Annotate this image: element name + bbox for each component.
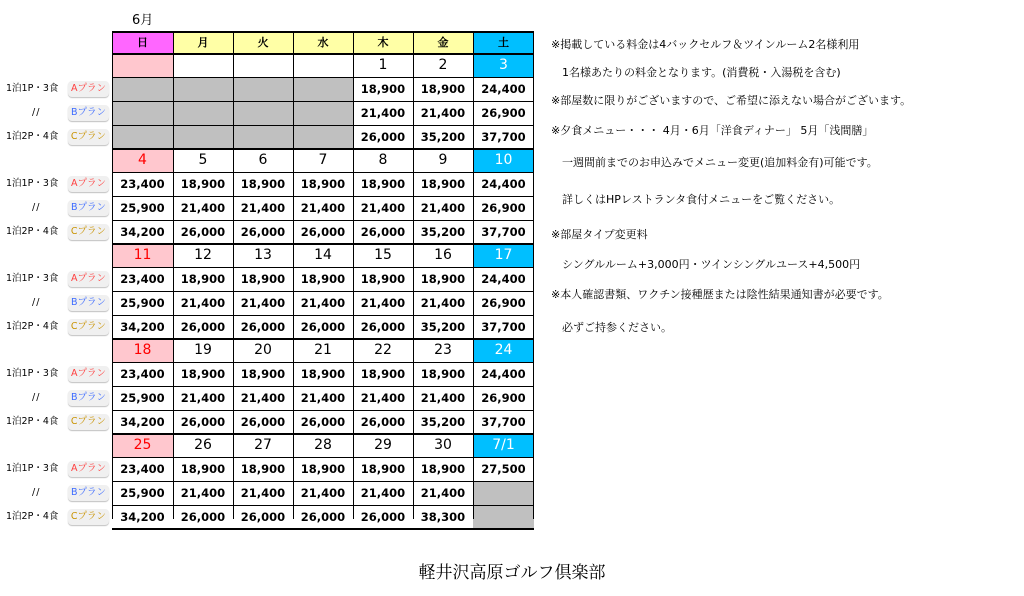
- price-cell: 37,700: [481, 225, 526, 239]
- note-line: 必ずご持参ください。: [551, 321, 672, 334]
- price-cell: 25,900: [120, 486, 165, 500]
- grid-line: [112, 505, 534, 506]
- unavailable-cell: [473, 481, 534, 505]
- plan-row-label: [0, 362, 112, 386]
- date-cell: 5: [198, 152, 208, 168]
- price-cell: 21,400: [180, 391, 226, 405]
- note-line: ※部屋タイプ変更料: [551, 228, 648, 241]
- price-cell: 26,900: [481, 296, 526, 310]
- date-cell: 30: [434, 437, 452, 453]
- month-title: 6月: [132, 13, 154, 28]
- date-cell: 1: [378, 57, 388, 73]
- price-cell: 18,900: [420, 462, 466, 476]
- price-cell: 34,200: [120, 225, 165, 239]
- weekday-header: 木: [353, 32, 413, 54]
- grid-line: [112, 410, 534, 411]
- price-cell: 26,000: [300, 320, 346, 334]
- row-label-text: //: [32, 487, 41, 498]
- price-cell: 21,400: [240, 391, 286, 405]
- unavailable-cell: [473, 505, 534, 529]
- row-label-text: 1泊1P・3食: [6, 83, 59, 94]
- plan-row-label: [0, 267, 112, 291]
- date-cell: 24: [473, 339, 534, 362]
- price-cell: 26,000: [360, 415, 406, 429]
- plan-row-label: [0, 291, 112, 315]
- price-cell: 21,400: [360, 296, 406, 310]
- note-line: ※本人確認書類、ワクチン接種歴または陰性結果通知書が必要です。: [551, 288, 889, 301]
- price-cell: 35,200: [420, 415, 466, 429]
- price-cell: 26,000: [300, 510, 346, 524]
- price-cell: 18,900: [420, 82, 466, 96]
- row-label-text: 1泊2P・4食: [6, 131, 59, 142]
- note-line: ※部屋数に限りがございますので、ご希望に添えない場合がございます。: [551, 94, 912, 107]
- price-cell: 26,000: [180, 225, 226, 239]
- plan-badge-c: Cプラン: [68, 224, 109, 240]
- date-cell: 23: [434, 342, 452, 358]
- grid-line: [112, 243, 534, 245]
- grid-line: [233, 32, 234, 519]
- price-cell: 34,200: [120, 320, 165, 334]
- price-cell: 21,400: [420, 201, 466, 215]
- plan-badge-b: Bプラン: [68, 390, 109, 406]
- plan-row-label: [0, 172, 112, 196]
- price-cell: 18,900: [240, 367, 286, 381]
- grid-line: [112, 481, 534, 482]
- row-label-text: 1泊1P・3食: [6, 273, 59, 284]
- price-cell: 18,900: [180, 462, 226, 476]
- weekday-header: 火: [233, 32, 293, 54]
- date-cell: 26: [194, 437, 212, 453]
- grid-line: [112, 457, 534, 458]
- grid-line: [353, 32, 354, 519]
- weekday-header: 月: [173, 32, 233, 54]
- date-cell: 19: [194, 342, 212, 358]
- price-cell: 24,400: [481, 272, 526, 286]
- unavailable-cell: [173, 77, 233, 101]
- date-cell: 4: [112, 149, 173, 172]
- date-cell: [112, 54, 173, 77]
- price-cell: 21,400: [360, 201, 406, 215]
- date-cell: 21: [314, 342, 332, 358]
- price-cell: 18,900: [360, 462, 406, 476]
- grid-line: [112, 291, 534, 292]
- weekday-header: 土: [473, 32, 534, 54]
- plan-badge-b: Bプラン: [68, 485, 109, 501]
- price-cell: 21,400: [300, 486, 346, 500]
- grid-line: [112, 101, 534, 102]
- price-cell: 35,200: [420, 130, 466, 144]
- price-cell: 34,200: [120, 415, 165, 429]
- grid-line: [112, 148, 534, 150]
- unavailable-cell: [173, 101, 233, 125]
- unavailable-cell: [293, 77, 353, 101]
- date-cell: [293, 54, 353, 77]
- date-cell: 14: [314, 247, 332, 263]
- plan-row-label: [0, 101, 112, 125]
- price-cell: 18,900: [300, 177, 346, 191]
- plan-badge-a: Aプラン: [68, 176, 109, 192]
- plan-badge-c: Cプラン: [68, 509, 109, 525]
- price-cell: 26,000: [360, 510, 406, 524]
- plan-row-label: [0, 220, 112, 244]
- row-label-text: 1泊2P・4食: [6, 226, 59, 237]
- date-cell: 29: [374, 437, 392, 453]
- note-line: シングルルーム+3,000円・ツインシングルユース+4,500円: [551, 258, 861, 271]
- row-label-text: 1泊1P・3食: [6, 463, 59, 474]
- grid-line: [112, 386, 534, 387]
- price-cell: 26,000: [180, 320, 226, 334]
- date-cell: 15: [374, 247, 392, 263]
- price-cell: 21,400: [180, 296, 226, 310]
- date-cell: 6: [258, 152, 268, 168]
- row-label-text: //: [32, 202, 41, 213]
- plan-row-label: [0, 315, 112, 339]
- price-cell: 26,000: [300, 225, 346, 239]
- price-cell: 26,000: [240, 510, 286, 524]
- plan-badge-b: Bプラン: [68, 105, 109, 121]
- grid-line: [112, 77, 534, 78]
- date-cell: [233, 54, 293, 77]
- price-cell: 21,400: [360, 486, 406, 500]
- price-cell: 26,000: [240, 320, 286, 334]
- price-cell: 21,400: [420, 106, 466, 120]
- weekday-header: 日: [112, 32, 173, 54]
- unavailable-cell: [112, 101, 173, 125]
- row-label-text: 1泊1P・3食: [6, 368, 59, 379]
- date-cell: 20: [254, 342, 272, 358]
- price-cell: 21,400: [300, 391, 346, 405]
- row-label-text: //: [32, 107, 41, 118]
- price-cell: 18,900: [420, 272, 466, 286]
- date-cell: 7/1: [473, 434, 534, 457]
- date-cell: [173, 54, 233, 77]
- price-cell: 21,400: [300, 296, 346, 310]
- price-cell: 21,400: [180, 486, 226, 500]
- unavailable-cell: [112, 77, 173, 101]
- note-line: ※夕食メニュー・・・ 4月・6月「洋食ディナー」 5月「浅間膳」: [551, 124, 874, 137]
- plan-badge-c: Cプラン: [68, 414, 109, 430]
- date-cell: 2: [438, 57, 448, 73]
- grid-line: [473, 32, 474, 519]
- price-cell: 26,000: [180, 415, 226, 429]
- date-cell: 10: [473, 149, 534, 172]
- grid-line: [112, 125, 534, 126]
- row-label-text: 1泊2P・4食: [6, 416, 59, 427]
- grid-line: [112, 433, 534, 435]
- price-cell: 26,000: [240, 225, 286, 239]
- grid-line: [112, 315, 534, 316]
- calendar-grid: [112, 32, 534, 524]
- price-cell: 34,200: [120, 510, 165, 524]
- grid-line: [112, 220, 534, 221]
- grid-line: [112, 196, 534, 197]
- price-cell: 18,900: [360, 367, 406, 381]
- date-cell: 8: [378, 152, 388, 168]
- price-cell: 37,700: [481, 415, 526, 429]
- price-cell: 35,200: [420, 225, 466, 239]
- date-cell: 27: [254, 437, 272, 453]
- grid-line: [112, 31, 534, 33]
- price-cell: 18,900: [360, 82, 406, 96]
- price-cell: 26,000: [240, 415, 286, 429]
- price-cell: 38,300: [420, 510, 466, 524]
- grid-line: [112, 362, 534, 363]
- price-cell: 26,900: [481, 106, 526, 120]
- row-label-text: 1泊2P・4食: [6, 321, 59, 332]
- grid-line: [533, 32, 534, 519]
- date-cell: 17: [473, 244, 534, 267]
- price-cell: 24,400: [481, 82, 526, 96]
- plan-badge-c: Cプラン: [68, 129, 109, 145]
- price-cell: 21,400: [300, 201, 346, 215]
- grid-line: [112, 32, 113, 519]
- grid-line: [112, 267, 534, 268]
- price-cell: 25,900: [120, 296, 165, 310]
- date-cell: 7: [318, 152, 328, 168]
- note-line: ※掲載している料金は4バックセルフ＆ツインルーム2名様利用: [551, 38, 860, 51]
- price-cell: 23,400: [120, 462, 165, 476]
- plan-badge-a: Aプラン: [68, 461, 109, 477]
- price-cell: 21,400: [360, 106, 406, 120]
- row-label-text: 1泊1P・3食: [6, 178, 59, 189]
- date-cell: 22: [374, 342, 392, 358]
- price-cell: 35,200: [420, 320, 466, 334]
- price-cell: 18,900: [180, 177, 226, 191]
- plan-badge-a: Aプラン: [68, 366, 109, 382]
- plan-badge-b: Bプラン: [68, 200, 109, 216]
- date-cell: 28: [314, 437, 332, 453]
- note-line: 詳しくはHPレストランタ食付メニューをご覧ください。: [551, 193, 841, 206]
- grid-line: [112, 528, 534, 530]
- price-cell: 26,000: [360, 130, 406, 144]
- unavailable-cell: [293, 101, 353, 125]
- price-cell: 26,000: [360, 320, 406, 334]
- grid-line: [173, 32, 174, 519]
- plan-badge-c: Cプラン: [68, 319, 109, 335]
- plan-badge-b: Bプラン: [68, 295, 109, 311]
- price-cell: 18,900: [180, 367, 226, 381]
- plan-badge-a: Aプラン: [68, 271, 109, 287]
- grid-line: [413, 32, 414, 519]
- price-cell: 18,900: [180, 272, 226, 286]
- price-cell: 27,500: [481, 462, 526, 476]
- date-cell: 25: [112, 434, 173, 457]
- note-line: 1名様あたりの料金となります。(消費税・入湯税を含む): [551, 66, 841, 79]
- unavailable-cell: [173, 125, 233, 149]
- unavailable-cell: [112, 125, 173, 149]
- price-cell: 18,900: [240, 272, 286, 286]
- plan-row-label: [0, 386, 112, 410]
- unavailable-cell: [233, 77, 293, 101]
- plan-row-label: [0, 77, 112, 101]
- weekday-header: 金: [413, 32, 473, 54]
- price-cell: 18,900: [420, 177, 466, 191]
- price-cell: 21,400: [420, 296, 466, 310]
- price-cell: 37,700: [481, 320, 526, 334]
- price-cell: 21,400: [240, 486, 286, 500]
- row-label-text: //: [32, 392, 41, 403]
- price-cell: 26,900: [481, 391, 526, 405]
- price-cell: 18,900: [360, 177, 406, 191]
- plan-badge-a: Aプラン: [68, 81, 109, 97]
- unavailable-cell: [293, 125, 353, 149]
- price-cell: 26,000: [300, 415, 346, 429]
- plan-row-label: [0, 457, 112, 481]
- price-cell: 23,400: [120, 177, 165, 191]
- price-cell: 25,900: [120, 391, 165, 405]
- row-label-text: //: [32, 297, 41, 308]
- weekday-header: 水: [293, 32, 353, 54]
- price-cell: 18,900: [360, 272, 406, 286]
- price-cell: 18,900: [300, 272, 346, 286]
- price-cell: 21,400: [420, 486, 466, 500]
- plan-row-label: [0, 125, 112, 149]
- grid-line: [112, 338, 534, 340]
- price-cell: 23,400: [120, 272, 165, 286]
- price-cell: 18,900: [300, 367, 346, 381]
- row-label-text: 1泊2P・4食: [6, 511, 59, 522]
- plan-row-label: [0, 196, 112, 220]
- date-cell: 12: [194, 247, 212, 263]
- price-cell: 23,400: [120, 367, 165, 381]
- date-cell: 9: [438, 152, 448, 168]
- price-cell: 24,400: [481, 367, 526, 381]
- price-cell: 24,400: [481, 177, 526, 191]
- price-cell: 21,400: [360, 391, 406, 405]
- price-cell: 25,900: [120, 201, 165, 215]
- price-cell: 26,000: [180, 510, 226, 524]
- price-cell: 18,900: [240, 462, 286, 476]
- grid-line: [112, 172, 534, 173]
- note-line: 一週間前までのお申込みでメニュー変更(追加料金有)可能です。: [551, 156, 878, 169]
- price-cell: 21,400: [240, 296, 286, 310]
- date-cell: 13: [254, 247, 272, 263]
- unavailable-cell: [233, 125, 293, 149]
- price-cell: 21,400: [240, 201, 286, 215]
- date-cell: 16: [434, 247, 452, 263]
- price-cell: 18,900: [420, 367, 466, 381]
- price-cell: 18,900: [240, 177, 286, 191]
- price-cell: 21,400: [180, 201, 226, 215]
- unavailable-cell: [233, 101, 293, 125]
- price-cell: 26,000: [360, 225, 406, 239]
- grid-line: [293, 32, 294, 519]
- price-cell: 18,900: [300, 462, 346, 476]
- grid-line: [112, 53, 534, 55]
- price-cell: 26,900: [481, 201, 526, 215]
- price-cell: 37,700: [481, 130, 526, 144]
- date-cell: 18: [112, 339, 173, 362]
- plan-row-label: [0, 410, 112, 434]
- date-cell: 3: [473, 54, 534, 77]
- club-name: 軽井沢高原ゴルフ倶楽部: [418, 563, 606, 583]
- plan-row-label: [0, 481, 112, 505]
- price-cell: 21,400: [420, 391, 466, 405]
- date-cell: 11: [112, 244, 173, 267]
- plan-row-label: [0, 505, 112, 529]
